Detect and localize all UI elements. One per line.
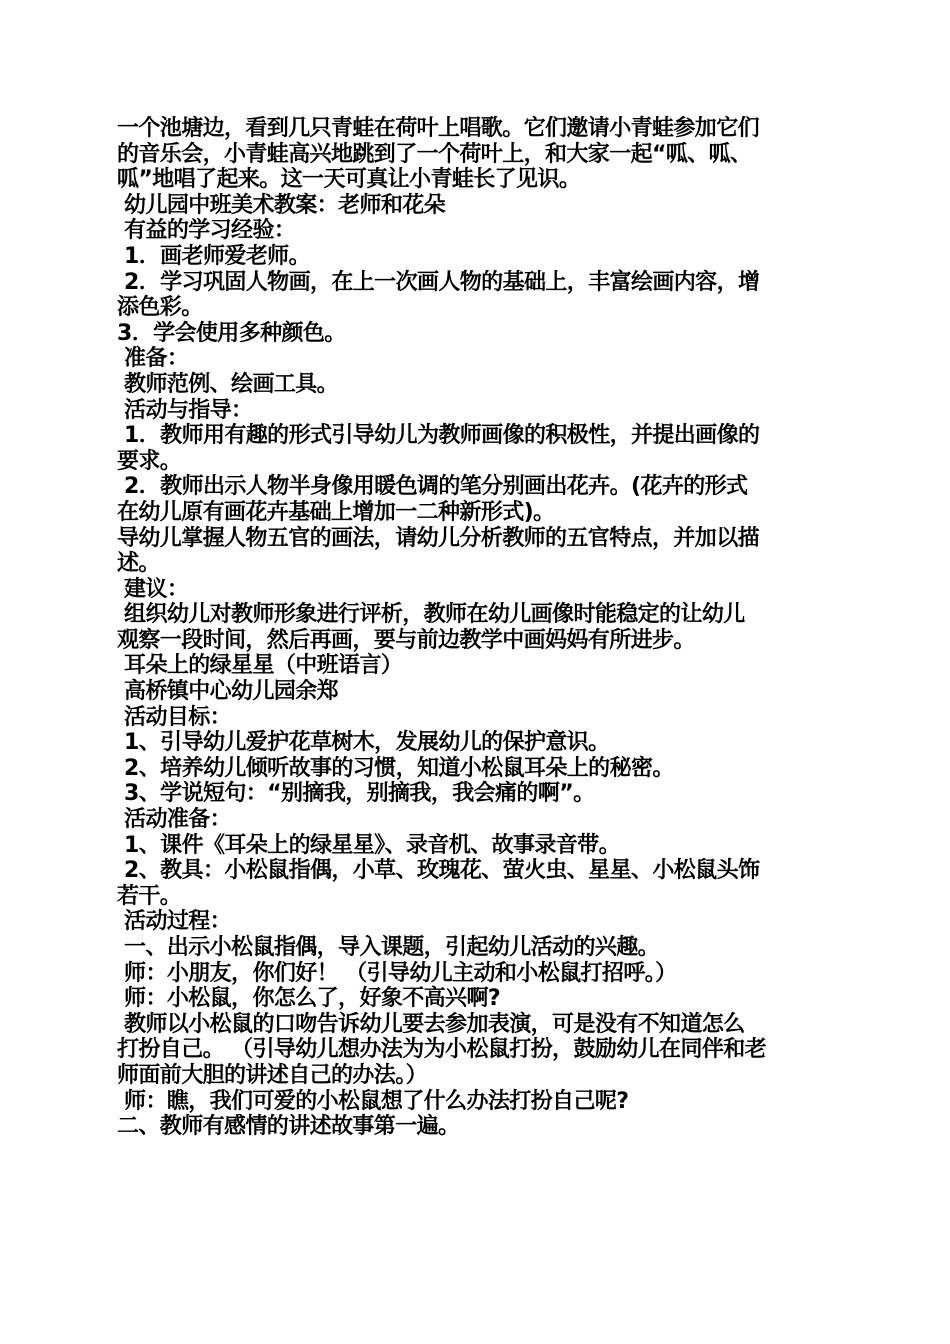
text-line: 在幼儿原有画花卉基础上增加一二种新形式)。 — [117, 499, 555, 525]
text-line: 师面前大胆的讲述自己的办法。） — [117, 1062, 428, 1088]
heading: 活动过程： — [117, 909, 232, 935]
text-line: 导幼儿掌握人物五官的画法，请幼儿分析教师的五官特点，并加以描 — [117, 525, 760, 551]
text-line: 教师范例、绘画工具。 — [117, 371, 339, 397]
text-line: 若干。 — [117, 883, 182, 909]
heading: 活动准备： — [117, 807, 232, 833]
heading: 活动与指导： — [117, 397, 253, 423]
heading: 建议： — [117, 576, 189, 602]
text-line: 打扮自己。 （引导幼儿想办法为为小松鼠打扮，鼓励幼儿在同伴和老 — [117, 1037, 767, 1063]
author-line: 高桥镇中心幼儿园余郑 — [117, 679, 339, 705]
text-line: 观察一段时间，然后再画，要与前边教学中画妈妈有所进步。 — [117, 627, 695, 653]
text-line: 二、教师有感情的讲述故事第一遍。 — [117, 1114, 460, 1140]
heading: 有益的学习经验： — [117, 218, 296, 244]
heading: 活动目标： — [117, 704, 232, 730]
text-line: 2．学习巩固人物画，在上一次画人物的基础上，丰富绘画内容，增 — [117, 269, 760, 295]
text-line: 3、学说短句：“别摘我，别摘我，我会痛的啊”。 — [117, 781, 595, 807]
text-line: 1．画老师爱老师。 — [117, 243, 310, 269]
text-line: 教师以小松鼠的口吻告诉幼儿要去参加表演，可是没有不知道怎么 — [117, 1011, 745, 1037]
text-line: 的音乐会，小青蛙高兴地跳到了一个荷叶上，和大家一起“呱、呱、 — [117, 141, 752, 167]
text-line: 添色彩。 — [117, 295, 203, 321]
text-line: 要求。 — [117, 448, 182, 474]
text-line: 2．教师出示人物半身像用暖色调的笔分别画出花卉。(花卉的形式 — [117, 474, 748, 500]
text-line: 一个池塘边，看到几只青蛙在荷叶上唱歌。它们邀请小青蛙参加它们 — [117, 116, 760, 141]
section-title: 耳朵上的绿星星（中班语言） — [117, 653, 403, 679]
document-page — [117, 116, 842, 1140]
text-line: 呱”地唱了起来。这一天可真让小青蛙长了见识。 — [117, 167, 581, 193]
text-line: 2、培养幼儿倾听故事的习惯，知道小松鼠耳朵上的秘密。 — [117, 755, 674, 781]
text-line: 组织幼儿对教师形象进行评析，教师在幼儿画像时能稳定的让幼儿 — [117, 602, 745, 628]
section-title: 幼儿园中班美术教案：老师和花朵 — [117, 192, 446, 218]
text-line: 1．教师用有趣的形式引导幼儿为教师画像的积极性，并提出画像的 — [117, 423, 760, 449]
heading: 准备： — [117, 346, 189, 372]
text-line: 述。 — [117, 551, 160, 577]
text-line: 一、出示小松鼠指偶，导入课题，引起幼儿活动的兴趣。 — [117, 935, 660, 960]
text-line: 师：小松鼠，你怎么了，好象不高兴啊? — [117, 986, 501, 1012]
text-line: 师：瞧，我们可爱的小松鼠想了什么办法打扮自己呢? — [117, 1088, 629, 1114]
text-line: 2、教具：小松鼠指偶，小草、玫瑰花、萤火虫、星星、小松鼠头饰 — [117, 858, 760, 884]
text-line: 1、课件《耳朵上的绿星星》、录音机、故事录音带。 — [117, 832, 620, 858]
text-line: 师：小朋友，你们好！ （引导幼儿主动和小松鼠打招呼。） — [117, 960, 677, 986]
text-line: 1、引导幼儿爱护花草树木，发展幼儿的保护意识。 — [117, 730, 610, 756]
text-line: 3．学会使用多种颜色。 — [117, 320, 346, 346]
